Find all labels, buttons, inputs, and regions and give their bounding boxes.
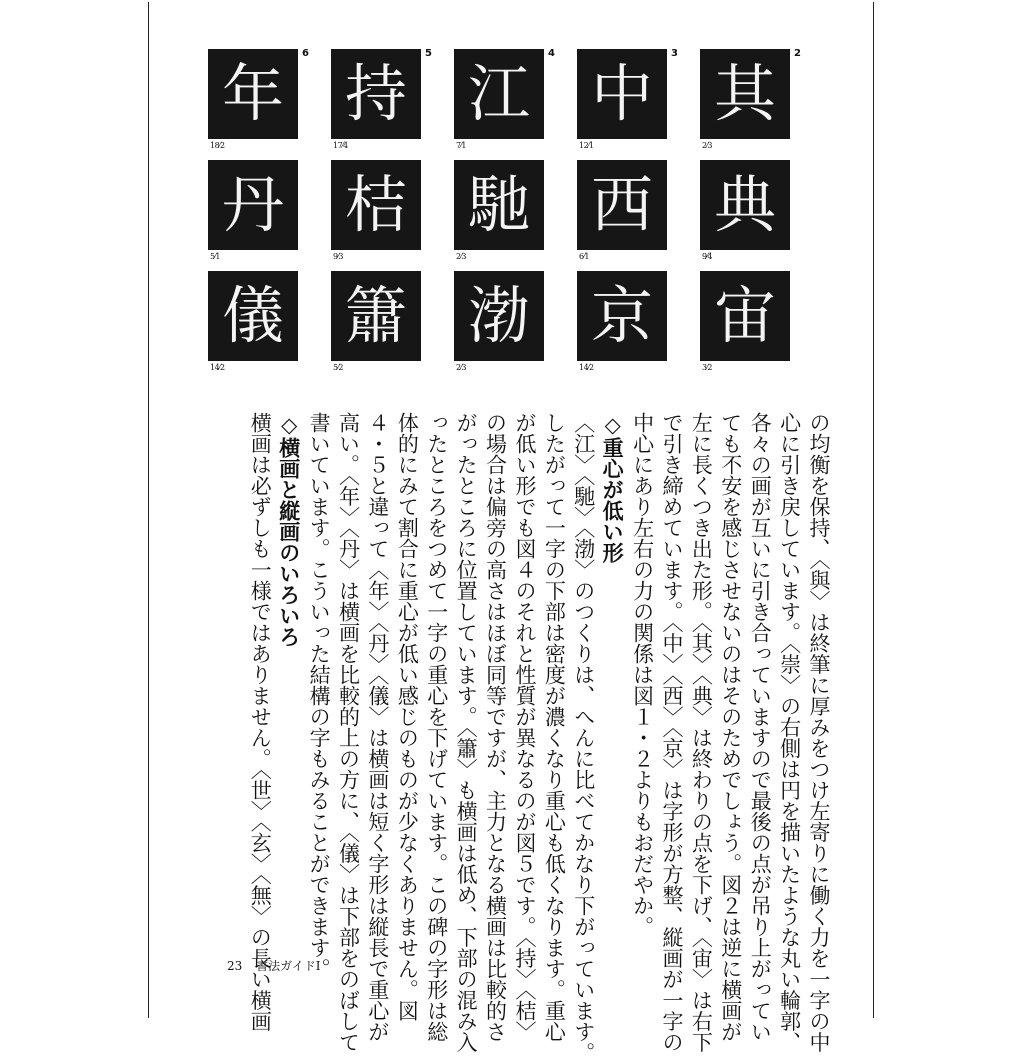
figure-number: 4 (548, 48, 555, 59)
source-reference: 9⁄4 (702, 252, 713, 261)
figure-number: 6 (302, 48, 309, 59)
source-reference: 9⁄3 (333, 252, 344, 261)
calligraphy-char-tile: 年 (208, 49, 298, 139)
source-reference: 12⁄1 (579, 141, 594, 150)
section-heading: ◇横画と縦画のいろいろ (276, 412, 302, 647)
text-line: 体的にみて割合に重心が低い感じのものが少なくありません。図 (395, 412, 420, 1021)
figure-number: 5 (425, 48, 432, 59)
source-reference: 2⁄3 (702, 141, 713, 150)
calligraphy-char-tile: 京 (577, 271, 667, 361)
figure-number: 3 (671, 48, 678, 59)
calligraphy-char-tile: 其 (700, 49, 790, 139)
text-line: したがって一字の下部は密度が濃くなり重心も低くなります。重心 (542, 412, 567, 1042)
calligraphy-char-tile: 桔 (331, 160, 421, 250)
calligraphy-char-tile: 馳 (454, 160, 544, 250)
calligraphy-char-tile: 西 (577, 160, 667, 250)
book-title: 書法ガイドⅠ (256, 959, 321, 973)
page-footer (227, 957, 331, 974)
source-reference: 14⁄2 (210, 363, 225, 372)
calligraphy-char-tile: 宙 (700, 271, 790, 361)
text-line: 高い。〈年〉〈丹〉は横画を比較的上の方に、〈儀〉は下部をのばして (336, 412, 361, 1053)
text-line: 書いています。こういった結構の字もみることができます。 (307, 412, 332, 979)
text-line: で引き締めています。〈中〉〈西〉〈京〉は字形が方整、縦画が一字の (659, 412, 684, 1053)
source-reference: 3⁄2 (702, 363, 713, 372)
text-line: ったところをつめて一字の重心を下げています。この碑の字形は総 (424, 412, 449, 1042)
text-line: が低い形でも図４のそれと性質が異なるのが図５です。〈持〉〈桔〉 (512, 412, 537, 1042)
source-reference: 5⁄1 (210, 252, 221, 261)
book-page (148, 2, 874, 1063)
text-line: の場合は偏旁の高さはほぼ同等ですが、主力となる横画は比較的さ (483, 412, 508, 1042)
text-line: ても不安を感じさせないのはそのためでしょう。図２は逆に横画が (718, 412, 743, 1042)
source-reference: 5⁄2 (333, 363, 344, 372)
calligraphy-char-tile: 持 (331, 49, 421, 139)
figure-number: 2 (794, 48, 801, 59)
source-reference: 2⁄3 (456, 363, 467, 372)
source-reference: 18⁄2 (210, 141, 225, 150)
source-reference: 7⁄1 (456, 141, 467, 150)
text-line: 左に長くつき出た形。〈其〉〈典〉は終わりの点を下げ、〈宙〉は右下 (689, 412, 714, 1053)
source-reference: 17⁄4 (333, 141, 348, 150)
section-heading: ◇重心が低い形 (600, 412, 626, 563)
calligraphy-char-tile: 江 (454, 49, 544, 139)
text-line: 心に引き戻しています。〈崇〉の右側は円を描いたような丸い輪郭、 (777, 412, 802, 1053)
calligraphy-char-tile: 儀 (208, 271, 298, 361)
source-reference: 6⁄1 (579, 252, 590, 261)
text-line: 各々の画が互いに引き合っていますので最後の点が吊り上がってい (748, 412, 773, 1042)
source-reference: 2⁄3 (456, 252, 467, 261)
calligraphy-char-tile: 中 (577, 49, 667, 139)
calligraphy-char-tile: 丹 (208, 160, 298, 250)
text-line: がったところに位置しています。〈簫〉も横画は低め、下部の混み入 (454, 412, 479, 1053)
page-number: 23 (227, 959, 243, 973)
text-line: 横画は必ずしも一様ではありません。〈世〉〈玄〉〈無〉の長い横画 (248, 412, 273, 1032)
source-reference: 14⁄2 (579, 363, 594, 372)
text-line: ４・５と違って〈年〉〈丹〉〈儀〉は横画は短く字形は縦長で重心が (365, 412, 390, 1042)
text-line: 〈江〉〈馳〉〈渤〉のつくりは、へんに比べてかなり下がっています。 (571, 412, 596, 1063)
text-line: 中心にあり左右の力の関係は図１・２よりもおだやか。 (630, 412, 655, 937)
calligraphy-char-tile: 簫 (331, 271, 421, 361)
text-line: の均衡を保持、〈與〉は終筆に厚みをつけ左寄りに働く力を一字の中 (807, 412, 831, 1053)
calligraphy-char-tile: 典 (700, 160, 790, 250)
calligraphy-char-tile: 渤 (454, 271, 544, 361)
